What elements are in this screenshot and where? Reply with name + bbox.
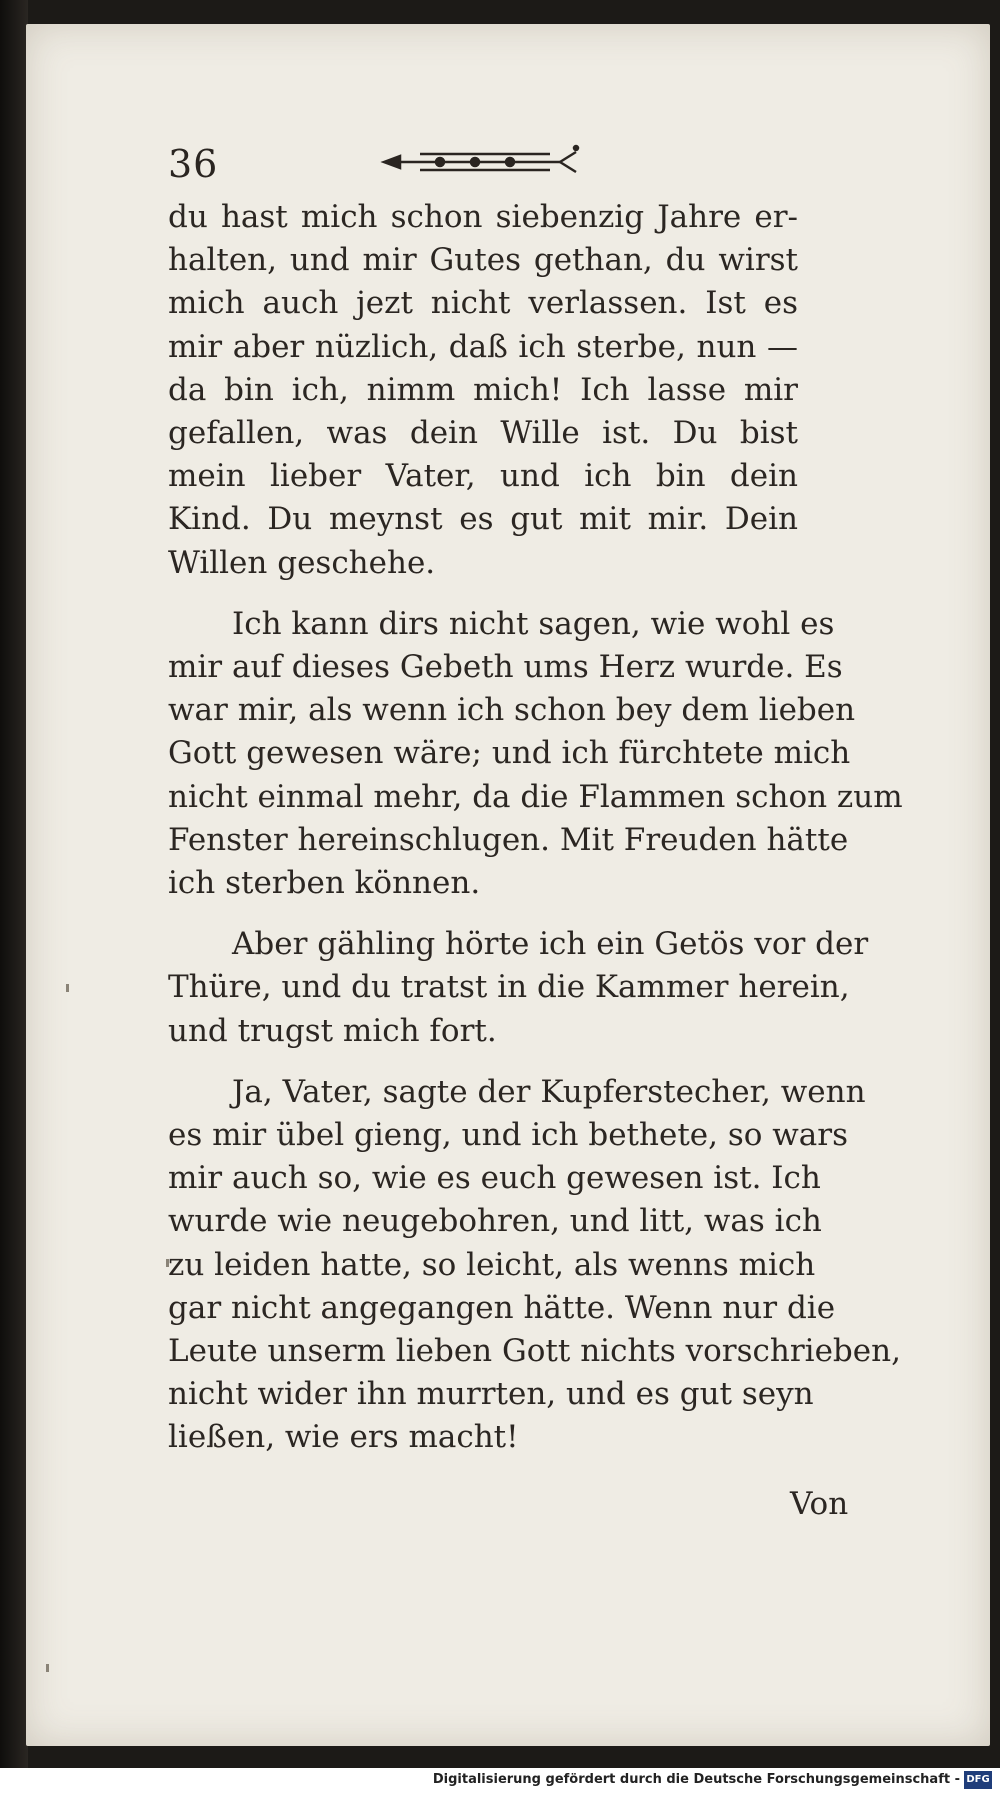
text-line: gefallen, was dein Wille ist. Du bist [168,415,798,452]
text-line: wurde wie neugebohren, und litt, was ich [168,1203,822,1240]
text-line: Leute unserm lieben Gott nichts vorschrieben, [168,1333,901,1370]
margin-speck [46,1664,49,1672]
footer-bar [0,1768,1000,1795]
text-line: halten, und mir Gutes gethan, du wirst [168,242,798,279]
text-line: mir auf dieses Gebeth ums Herz wurde. Es [168,649,843,686]
text-line: nicht einmal mehr, da die Flammen schon zum [168,778,903,815]
text-line: Thüre, und du tratst in die Kammer herein, [168,969,850,1006]
text-line: mir aber nüzlich, daß ich sterbe, nun — [168,328,798,365]
text-line: war mir, als wenn ich schon bey dem lieben [168,692,856,729]
catchword: Von [790,1486,849,1522]
text-line: gar nicht angegangen hätte. Wenn nur die [168,1289,836,1326]
paragraph [168,923,869,1053]
text-line: Gott gewesen wäre; und ich fürchtete mich [168,735,851,772]
paragraph [168,1071,901,1460]
text-line: Willen geschehe. [168,544,436,581]
text-line: zu leiden hatte, so leicht, als wenns mich [168,1246,816,1283]
dfg-logo: DFG [964,1771,992,1789]
text-line: mich auch jezt nicht verlassen. Ist es [168,285,798,322]
text-line: Fenster hereinschlugen. Mit Freuden hätte [168,821,849,858]
funding-notice: Digitalisierung gefördert durch die Deutsche Forschungsgemeinschaft - [432,1772,960,1787]
text-line: da bin ich, nimm mich! Ich lasse mir [168,371,798,408]
ornament-rule-icon [380,142,580,182]
page-header [168,128,808,188]
text-line: Kind. Du meynst es gut mit mir. Dein [168,501,798,538]
text-line: es mir übel gieng, und ich bethete, so wars [168,1117,849,1154]
page-number: 36 [168,142,219,186]
text-line: ich sterben können. [168,865,481,902]
paragraph [168,196,798,585]
text-line: Ja, Vater, sagte der Kupferstecher, wenn [232,1073,866,1110]
text-line: ließen, wie ers macht! [168,1419,519,1456]
margin-speck [66,984,69,992]
text-line: Ich kann dirs nicht sagen, wie wohl es [232,605,835,642]
spine-shadow [0,0,28,1795]
text-line: Aber gähling hörte ich ein Getös vor der [232,926,869,963]
text-line: mein lieber Vater, und ich bin dein [168,458,798,495]
text-line: nicht wider ihn murrten, und es gut seyn [168,1376,814,1413]
text-line: und trugst mich fort. [168,1012,497,1049]
text-line: mir auch so, wie es euch gewesen ist. Ich [168,1160,821,1197]
body-text [168,196,903,1478]
text-line: du hast mich schon siebenzig Jahre er- [168,199,798,235]
paragraph [168,603,903,905]
